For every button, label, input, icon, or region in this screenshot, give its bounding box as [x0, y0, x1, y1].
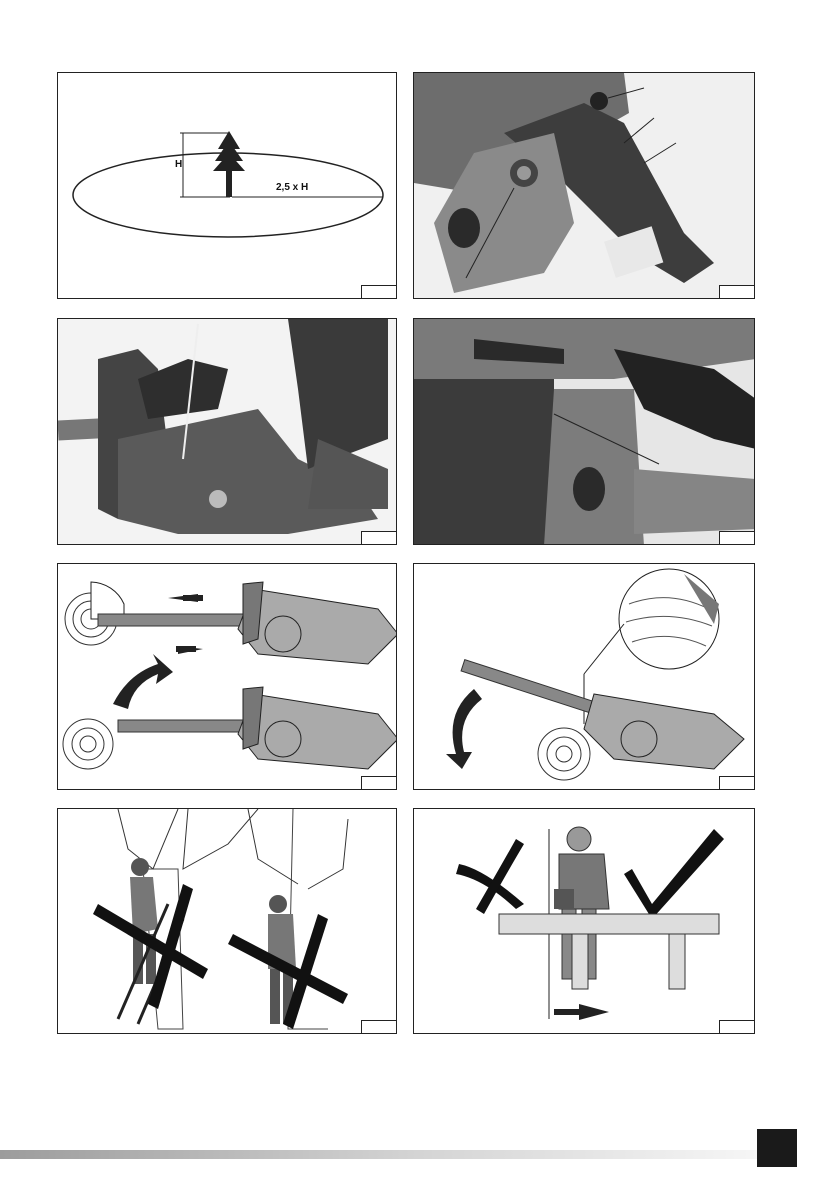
arrow-icon — [446, 689, 482, 769]
figure-kickback — [413, 563, 755, 790]
chain-direction-diagram — [58, 564, 397, 790]
arrow-icon — [579, 1004, 609, 1020]
figure-starting-position-photo — [57, 318, 397, 545]
figure-number-box — [361, 285, 396, 298]
unsafe-positions-diagram — [58, 809, 397, 1034]
page-number-box — [757, 1129, 797, 1167]
figure-unsafe-positions — [57, 808, 397, 1034]
figure-number-box — [361, 531, 396, 544]
correct-stance-diagram — [414, 809, 755, 1034]
log-cross-section — [63, 719, 113, 769]
tree-icon — [213, 131, 245, 197]
radius-label: 2,5 x H — [276, 182, 309, 193]
footer-gradient-bar — [0, 1150, 760, 1159]
figure-front-handle-photo — [413, 72, 755, 299]
figure-number-box — [361, 776, 396, 789]
figure-choke-photo — [413, 318, 755, 545]
height-label: H — [175, 159, 183, 170]
starting-photo-illustration — [58, 319, 397, 545]
handle-photo-illustration — [414, 73, 755, 299]
figure-number-box — [719, 1020, 754, 1033]
log-cross-section — [538, 728, 590, 780]
figure-number-box — [361, 1020, 396, 1033]
choke-photo-illustration — [414, 319, 755, 545]
figure-felling-zone — [57, 72, 397, 299]
check-mark-icon — [624, 829, 724, 919]
figure-number-box — [719, 776, 754, 789]
figure-number-box — [719, 285, 754, 298]
arrow-icon — [113, 654, 173, 709]
kickback-diagram — [414, 564, 755, 790]
felling-zone-diagram — [58, 73, 397, 299]
figure-chain-direction — [57, 563, 397, 790]
figure-correct-stance — [413, 808, 755, 1034]
figure-number-box — [719, 531, 754, 544]
